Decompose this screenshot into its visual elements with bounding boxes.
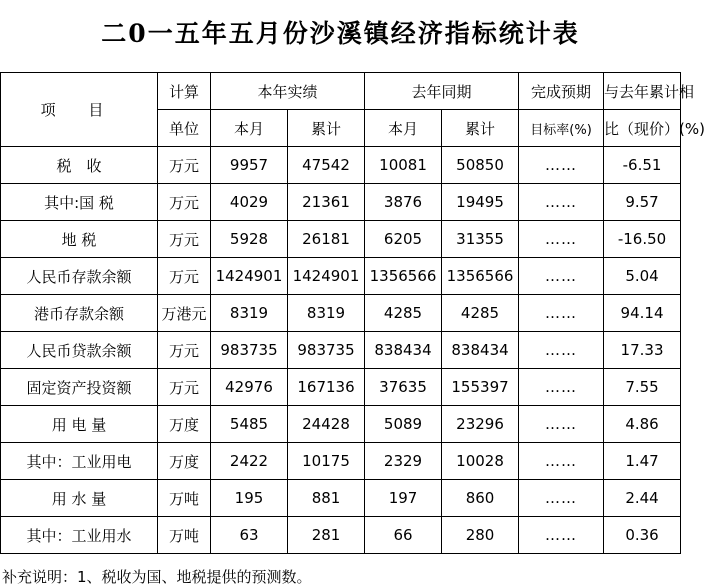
cell-compare: 17.33 <box>604 332 681 369</box>
cell-last-year-cumulative: 31355 <box>442 221 519 258</box>
table-row <box>1 443 681 480</box>
table-row <box>1 258 681 295</box>
cell-item: 其中：工业用水 <box>1 517 158 554</box>
header-last-year: 去年同期 <box>365 73 519 110</box>
cell-target-rate: …… <box>519 369 604 406</box>
table-row <box>1 147 681 184</box>
cell-this-year-month: 195 <box>211 480 288 517</box>
cell-item: 税 收 <box>1 147 158 184</box>
cell-last-year-month: 10081 <box>365 147 442 184</box>
cell-last-year-month: 6205 <box>365 221 442 258</box>
cell-item: 人民币贷款余额 <box>1 332 158 369</box>
cell-last-year-month: 37635 <box>365 369 442 406</box>
cell-last-year-cumulative: 1356566 <box>442 258 519 295</box>
cell-unit: 万度 <box>158 406 211 443</box>
cell-unit: 万元 <box>158 369 211 406</box>
cell-last-year-cumulative: 50850 <box>442 147 519 184</box>
cell-last-year-cumulative: 280 <box>442 517 519 554</box>
cell-this-year-cumulative: 21361 <box>288 184 365 221</box>
cell-last-year-month: 197 <box>365 480 442 517</box>
header-item-label: 项 目 <box>40 101 118 119</box>
table-row <box>1 295 681 332</box>
cell-this-year-cumulative: 47542 <box>288 147 365 184</box>
cell-this-year-cumulative: 26181 <box>288 221 365 258</box>
header-ty-cum: 累计 <box>288 110 365 147</box>
table-row <box>1 221 681 258</box>
cell-item: 其中：工业用电 <box>1 443 158 480</box>
cell-unit: 万元 <box>158 332 211 369</box>
cell-target-rate: …… <box>519 184 604 221</box>
cell-compare: 94.14 <box>604 295 681 332</box>
cell-unit: 万港元 <box>158 295 211 332</box>
cell-last-year-month: 1356566 <box>365 258 442 295</box>
cell-this-year-month: 9957 <box>211 147 288 184</box>
cell-target-rate: …… <box>519 332 604 369</box>
cell-last-year-cumulative: 19495 <box>442 184 519 221</box>
cell-unit: 万度 <box>158 443 211 480</box>
cell-compare: 1.47 <box>604 443 681 480</box>
cell-unit: 万元 <box>158 147 211 184</box>
cell-this-year-cumulative: 281 <box>288 517 365 554</box>
cell-target-rate: …… <box>519 221 604 258</box>
cell-target-rate: …… <box>519 147 604 184</box>
cell-compare: -16.50 <box>604 221 681 258</box>
header-calc: 计算 <box>158 73 211 110</box>
header-compare-bottom: 比（现价）(%) <box>604 110 681 147</box>
header-target: 完成预期 <box>519 73 604 110</box>
cell-target-rate: …… <box>519 480 604 517</box>
cell-this-year-cumulative: 167136 <box>288 369 365 406</box>
header-item <box>1 73 158 147</box>
cell-compare: 4.86 <box>604 406 681 443</box>
cell-last-year-cumulative: 23296 <box>442 406 519 443</box>
table-row <box>1 480 681 517</box>
cell-item: 固定资产投资额 <box>1 369 158 406</box>
cell-item: 用 电 量 <box>1 406 158 443</box>
header-compare-top: 与去年累计相 <box>604 73 681 110</box>
cell-this-year-month: 1424901 <box>211 258 288 295</box>
table-body <box>1 147 681 554</box>
cell-target-rate: …… <box>519 258 604 295</box>
cell-this-year-month: 63 <box>211 517 288 554</box>
cell-unit: 万元 <box>158 221 211 258</box>
header-unit: 单位 <box>158 110 211 147</box>
cell-this-year-month: 5928 <box>211 221 288 258</box>
cell-this-year-month: 4029 <box>211 184 288 221</box>
cell-compare: 5.04 <box>604 258 681 295</box>
cell-target-rate: …… <box>519 295 604 332</box>
cell-unit: 万元 <box>158 258 211 295</box>
cell-unit: 万元 <box>158 184 211 221</box>
table-row <box>1 369 681 406</box>
cell-item: 港币存款余额 <box>1 295 158 332</box>
cell-this-year-month: 8319 <box>211 295 288 332</box>
header-ly-month: 本月 <box>365 110 442 147</box>
cell-this-year-cumulative: 24428 <box>288 406 365 443</box>
cell-compare: -6.51 <box>604 147 681 184</box>
cell-last-year-month: 838434 <box>365 332 442 369</box>
cell-compare: 9.57 <box>604 184 681 221</box>
cell-this-year-cumulative: 983735 <box>288 332 365 369</box>
cell-this-year-cumulative: 10175 <box>288 443 365 480</box>
cell-this-year-cumulative: 1424901 <box>288 258 365 295</box>
cell-compare: 0.36 <box>604 517 681 554</box>
cell-last-year-cumulative: 4285 <box>442 295 519 332</box>
header-row-1 <box>1 73 681 110</box>
cell-last-year-cumulative: 10028 <box>442 443 519 480</box>
cell-item: 用 水 量 <box>1 480 158 517</box>
cell-item: 人民币存款余额 <box>1 258 158 295</box>
cell-last-year-month: 66 <box>365 517 442 554</box>
cell-item: 地 税 <box>1 221 158 258</box>
cell-last-year-cumulative: 155397 <box>442 369 519 406</box>
cell-this-year-month: 42976 <box>211 369 288 406</box>
cell-last-year-month: 4285 <box>365 295 442 332</box>
cell-target-rate: …… <box>519 406 604 443</box>
table-row <box>1 406 681 443</box>
cell-item: 其中:国 税 <box>1 184 158 221</box>
footnote: 补充说明：1、税收为国、地税提供的预测数。 <box>2 568 312 586</box>
cell-this-year-cumulative: 8319 <box>288 295 365 332</box>
table-row <box>1 332 681 369</box>
cell-last-year-month: 2329 <box>365 443 442 480</box>
cell-this-year-month: 2422 <box>211 443 288 480</box>
cell-this-year-month: 983735 <box>211 332 288 369</box>
cell-last-year-month: 3876 <box>365 184 442 221</box>
table-row <box>1 517 681 554</box>
table-title: 二0一五年五月份沙溪镇经济指标统计表 <box>101 19 580 48</box>
cell-this-year-cumulative: 881 <box>288 480 365 517</box>
cell-last-year-cumulative: 860 <box>442 480 519 517</box>
cell-this-year-month: 5485 <box>211 406 288 443</box>
cell-unit: 万吨 <box>158 480 211 517</box>
table-row <box>1 184 681 221</box>
header-target-sub: 目标率(%) <box>519 110 604 147</box>
cell-target-rate: …… <box>519 443 604 480</box>
cell-last-year-month: 5089 <box>365 406 442 443</box>
header-this-year: 本年实绩 <box>211 73 365 110</box>
header-ty-month: 本月 <box>211 110 288 147</box>
cell-target-rate: …… <box>519 517 604 554</box>
cell-compare: 7.55 <box>604 369 681 406</box>
cell-unit: 万吨 <box>158 517 211 554</box>
header-ly-cum: 累计 <box>442 110 519 147</box>
cell-last-year-cumulative: 838434 <box>442 332 519 369</box>
cell-compare: 2.44 <box>604 480 681 517</box>
statistics-table <box>0 72 705 554</box>
